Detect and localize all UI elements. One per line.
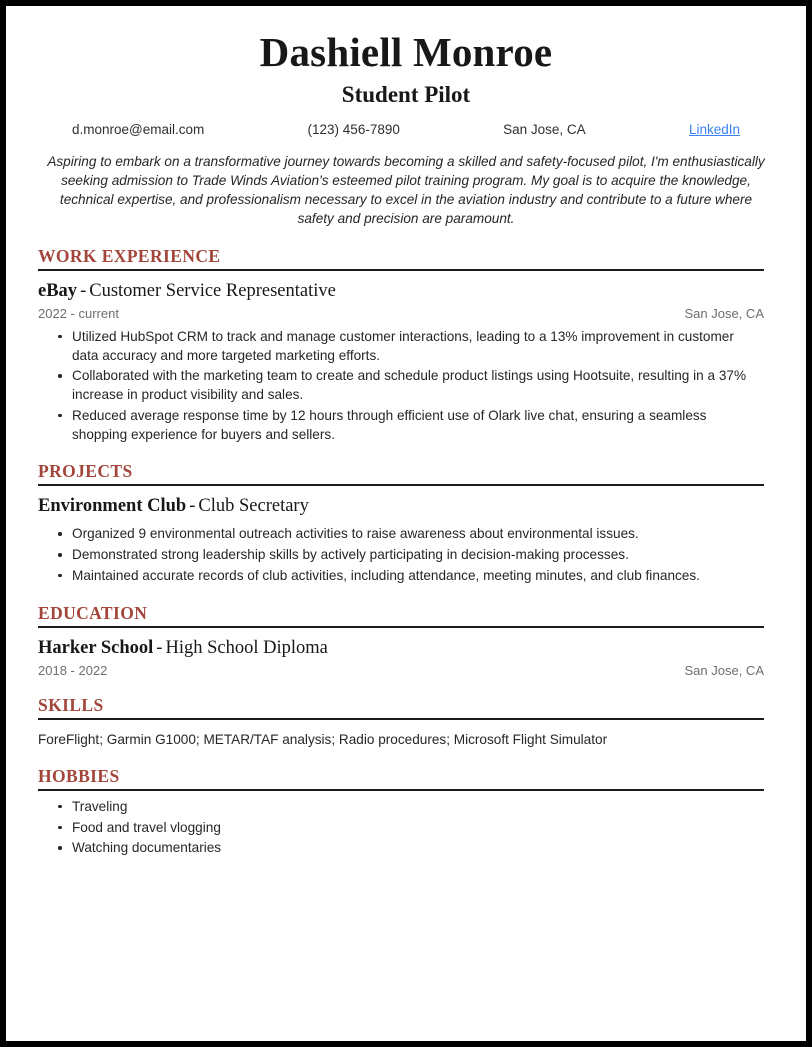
section-heading-skills: SKILLS (38, 694, 104, 715)
work-entry-heading (38, 280, 778, 303)
school-name: Harker School (38, 637, 154, 658)
section-skills (34, 695, 778, 749)
section-divider (38, 718, 764, 720)
skills-list: ForeFlight; Garmin G1000; METAR/TAF analysis; Radio procedures; Microsoft Flight Simulator (38, 731, 608, 747)
professional-summary: Aspiring to embark on a transformative journey towards becoming a skilled and safety-focused pilot, I'm enthusiastically seeking admission to Trade Winds Aviation's esteemed pilot training program. My goal is to acquire the knowledge, technical expertise, and professionalism necessary to excel in the aviation industry and contribute to a future where safety and precision are paramount. (47, 153, 765, 227)
section-divider (38, 789, 764, 791)
work-company-name: eBay (38, 280, 78, 301)
section-heading-work-experience: WORK EXPERIENCE (38, 245, 221, 266)
list-item: Maintained accurate records of club activities, including attendance, meeting minutes, and club finances. (34, 567, 764, 586)
entry-separator: - (189, 496, 196, 517)
education-entry-heading (38, 637, 778, 660)
project-entry-heading (38, 495, 778, 518)
section-heading-hobbies: HOBBIES (38, 765, 120, 786)
section-divider (38, 484, 764, 486)
education-entry-meta (38, 663, 764, 678)
work-bullet-list (34, 328, 764, 445)
contact-linkedin-link[interactable]: LinkedIn (688, 121, 740, 137)
list-item: Food and travel vlogging (34, 819, 764, 838)
job-title-subheading: Student Pilot (341, 81, 471, 107)
work-entry (34, 280, 778, 445)
degree-name: High School Diploma (165, 637, 328, 658)
section-work-experience (34, 246, 778, 445)
work-job-title: Customer Service Representative (89, 280, 336, 301)
list-item: Reduced average response time by 12 hours through efficient use of Olark live chat, ensuring a seamless shopping experience for buyers and sellers. (34, 407, 764, 445)
education-dates: 2018 - 2022 (38, 662, 108, 678)
page-title: Dashiell Monroe (259, 29, 553, 75)
contact-row (34, 122, 778, 137)
project-entry (34, 495, 778, 585)
project-bullet-list (34, 525, 764, 585)
list-item: Collaborated with the marketing team to create and schedule product listings using Hootsuite, resulting in a 37% increase in product visibility and sales. (34, 367, 764, 405)
list-item: Demonstrated strong leadership skills by actively participating in decision-making processes. (34, 546, 764, 565)
entry-separator: - (80, 280, 87, 301)
list-item: Utilized HubSpot CRM to track and manage customer interactions, leading to a 13% improvement in customer data accuracy and more targeted marketing efforts. (34, 328, 764, 366)
section-projects (34, 461, 778, 585)
project-name: Environment Club (38, 496, 187, 517)
education-entry (34, 637, 778, 678)
project-role: Club Secretary (198, 496, 309, 517)
section-hobbies (34, 766, 778, 858)
resume-content (6, 6, 806, 1041)
list-item: Organized 9 environmental outreach activities to raise awareness about environmental issues. (34, 525, 764, 544)
section-heading-projects: PROJECTS (38, 461, 133, 482)
section-divider (38, 269, 764, 271)
contact-location: San Jose, CA (503, 121, 586, 137)
entry-separator: - (156, 637, 163, 658)
list-item: Traveling (34, 798, 764, 817)
work-dates: 2022 - current (38, 305, 119, 321)
section-education (34, 603, 778, 678)
contact-phone: (123) 456-7890 (307, 121, 400, 137)
section-divider (38, 626, 764, 628)
resume-header (34, 30, 778, 137)
work-entry-meta (38, 306, 764, 321)
education-location: San Jose, CA (684, 662, 764, 678)
section-heading-education: EDUCATION (38, 602, 148, 623)
contact-email: d.monroe@email.com (72, 121, 205, 137)
hobbies-list (34, 798, 764, 858)
list-item: Watching documentaries (34, 839, 764, 858)
work-location: San Jose, CA (684, 305, 764, 321)
